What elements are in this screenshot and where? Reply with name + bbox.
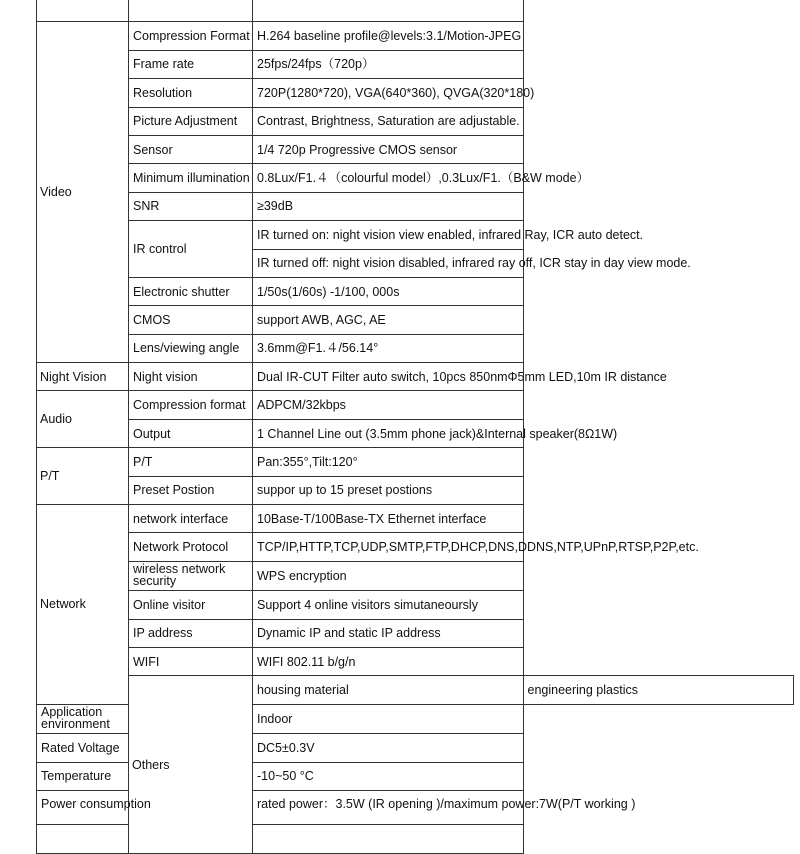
parameter-cell: Output bbox=[129, 419, 253, 447]
table-row bbox=[37, 135, 794, 163]
category-cell: Others bbox=[129, 676, 253, 853]
value-cell: WIFI 802.11 b/g/n bbox=[253, 647, 524, 675]
value-cell bbox=[253, 0, 524, 22]
table-row bbox=[37, 22, 794, 50]
table-row bbox=[37, 591, 794, 619]
value-cell: 1/50s(1/60s) -1/100, 000s bbox=[253, 277, 524, 305]
spec-table bbox=[36, 0, 794, 854]
table-row bbox=[37, 277, 794, 305]
table-row bbox=[37, 448, 794, 476]
category-cell: Network bbox=[37, 505, 129, 705]
parameter-cell: wireless network security bbox=[129, 561, 253, 590]
parameter-cell: IR control bbox=[129, 221, 253, 278]
parameter-cell: Compression format bbox=[129, 391, 253, 419]
value-cell: ADPCM/32kbps bbox=[253, 391, 524, 419]
table-row bbox=[37, 164, 794, 192]
table-row bbox=[37, 0, 794, 22]
value-cell: Support 4 online visitors simutaneoursly bbox=[253, 591, 524, 619]
parameter-cell: Night vision bbox=[129, 363, 253, 391]
value-cell: 1/4 720p Progressive CMOS sensor bbox=[253, 135, 524, 163]
parameter-cell: Electronic shutter bbox=[129, 277, 253, 305]
parameter-cell: Sensor bbox=[129, 135, 253, 163]
parameter-cell: Application environment bbox=[37, 704, 129, 733]
value-cell: engineering plastics bbox=[523, 676, 794, 704]
value-cell: 720P(1280*720), VGA(640*360), QVGA(320*180) bbox=[253, 79, 524, 107]
value-cell: Indoor bbox=[253, 704, 524, 733]
value-cell: -10~50 °C bbox=[253, 762, 524, 790]
category-cell: Audio bbox=[37, 391, 129, 448]
parameter-cell bbox=[37, 825, 129, 853]
value-cell: rated power：3.5W (IR opening )/maximum power:7W(P/T working ) bbox=[253, 790, 524, 824]
value-cell: Dual IR-CUT Filter auto switch, 10pcs 850nmΦ5mm LED,10m IR distance bbox=[253, 363, 524, 391]
table-row bbox=[37, 221, 794, 249]
table-row bbox=[37, 306, 794, 334]
table-row bbox=[37, 50, 794, 78]
table-row bbox=[37, 533, 794, 561]
parameter-cell: housing material bbox=[253, 676, 524, 704]
value-cell bbox=[253, 825, 524, 853]
parameter-cell: Minimum illumination bbox=[129, 164, 253, 192]
category-cell: Night Vision bbox=[37, 363, 129, 391]
table-row bbox=[37, 647, 794, 675]
spec-table-body bbox=[37, 0, 794, 853]
value-cell: WPS encryption bbox=[253, 561, 524, 590]
table-row bbox=[37, 619, 794, 647]
value-cell: IR turned off: night vision disabled, infrared ray off, ICR stay in day view mode. bbox=[253, 249, 524, 277]
parameter-cell: Power consumption bbox=[37, 790, 129, 824]
parameter-cell: WIFI bbox=[129, 647, 253, 675]
value-cell: 10Base-T/100Base-TX Ethernet interface bbox=[253, 505, 524, 533]
parameter-cell: Online visitor bbox=[129, 591, 253, 619]
value-cell: ≥39dB bbox=[253, 192, 524, 220]
parameter-cell: Network Protocol bbox=[129, 533, 253, 561]
parameter-cell: SNR bbox=[129, 192, 253, 220]
table-row bbox=[37, 419, 794, 447]
value-cell: 3.6mm@F1.４/56.14° bbox=[253, 334, 524, 362]
parameter-cell bbox=[129, 0, 253, 22]
table-row bbox=[37, 363, 794, 391]
table-row bbox=[37, 676, 794, 704]
table-row bbox=[37, 476, 794, 504]
parameter-cell: Lens/viewing angle bbox=[129, 334, 253, 362]
parameter-cell: Picture Adjustment bbox=[129, 107, 253, 135]
parameter-cell: network interface bbox=[129, 505, 253, 533]
table-row bbox=[37, 334, 794, 362]
category-cell: P/T bbox=[37, 448, 129, 505]
table-row bbox=[37, 107, 794, 135]
table-row bbox=[37, 505, 794, 533]
parameter-cell: Rated Voltage bbox=[37, 734, 129, 762]
table-row bbox=[37, 391, 794, 419]
parameter-cell: IP address bbox=[129, 619, 253, 647]
value-cell: IR turned on: night vision view enabled, infrared Ray, ICR auto detect. bbox=[253, 221, 524, 249]
value-cell: 25fps/24fps（720p） bbox=[253, 50, 524, 78]
value-cell: 1 Channel Line out (3.5mm phone jack)&Internal speaker(8Ω1W) bbox=[253, 419, 524, 447]
category-cell bbox=[37, 0, 129, 22]
value-cell: support AWB, AGC, AE bbox=[253, 306, 524, 334]
value-cell: DC5±0.3V bbox=[253, 734, 524, 762]
table-row bbox=[37, 561, 794, 590]
category-cell: Video bbox=[37, 22, 129, 363]
value-cell: Pan:355°,Tilt:120° bbox=[253, 448, 524, 476]
value-cell: suppor up to 15 preset postions bbox=[253, 476, 524, 504]
value-cell: H.264 baseline profile@levels:3.1/Motion-JPEG bbox=[253, 22, 524, 50]
parameter-cell: Compression Format bbox=[129, 22, 253, 50]
parameter-cell: Preset Postion bbox=[129, 476, 253, 504]
table-row bbox=[37, 79, 794, 107]
parameter-cell: P/T bbox=[129, 448, 253, 476]
parameter-cell: Resolution bbox=[129, 79, 253, 107]
parameter-cell: CMOS bbox=[129, 306, 253, 334]
value-cell: TCP/IP,HTTP,TCP,UDP,SMTP,FTP,DHCP,DNS,DDNS,NTP,UPnP,RTSP,P2P,etc. bbox=[253, 533, 524, 561]
value-cell: Dynamic IP and static IP address bbox=[253, 619, 524, 647]
value-cell: 0.8Lux/F1.４（colourful model）,0.3Lux/F1.（B&W mode） bbox=[253, 164, 524, 192]
parameter-cell: Temperature bbox=[37, 762, 129, 790]
value-cell: Contrast, Brightness, Saturation are adjustable. bbox=[253, 107, 524, 135]
table-row bbox=[37, 192, 794, 220]
parameter-cell: Frame rate bbox=[129, 50, 253, 78]
